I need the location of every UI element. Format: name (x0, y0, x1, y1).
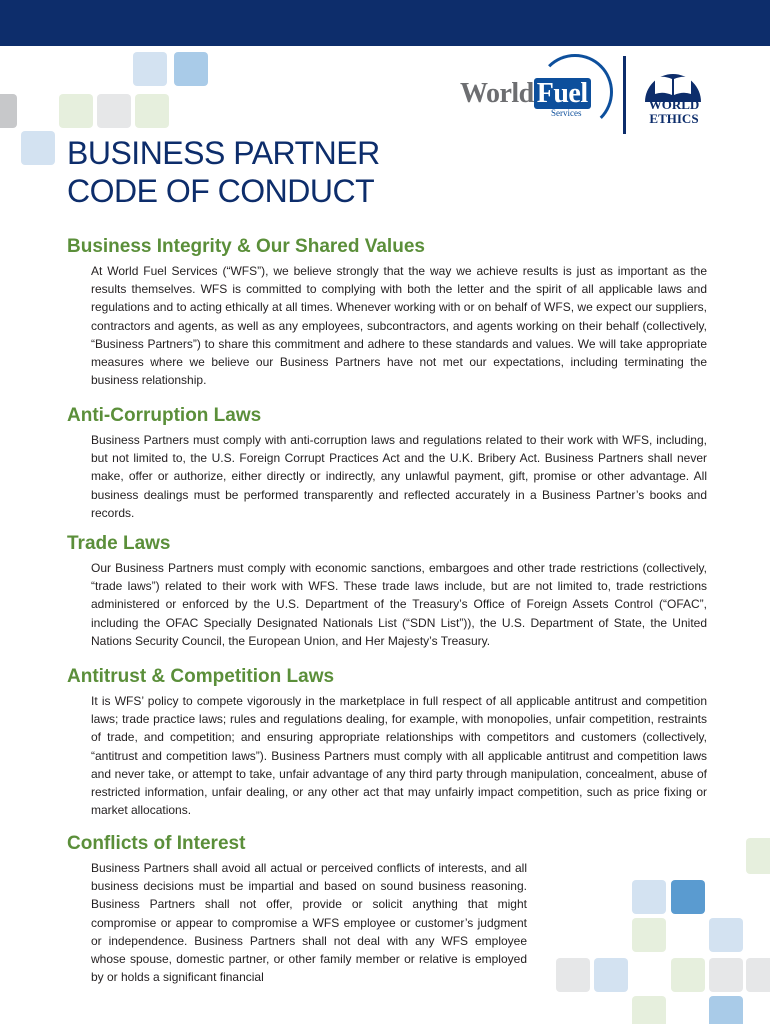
logo-world-text: World (460, 78, 534, 109)
logo-fuel-text: Fuel (534, 78, 591, 109)
section-heading: Business Integrity & Our Shared Values (67, 236, 425, 257)
section-trade-laws (67, 531, 707, 650)
section-body: At World Fuel Services (“WFS”), we believe strongly that the way we achieve results is just as important as the results themselves. WFS is committed to complying with both the letter and the spirit of all applicable laws and regulations and to acting ethically at all times. Whenever working with or on behalf of WFS, we expect our suppliers, contractors and agents, as well as any employees, subcontractors, and agents working on their behalf (collectively, “Business Partners”) to share this commitment and adhere to these standards and values. We will take appropriate measures where we believe our Business Partners have not met our expectations, including terminating the business relationship. (91, 264, 707, 388)
world-ethics-logo (631, 98, 717, 126)
page-title (67, 134, 380, 210)
title-line2: CODE OF CONDUCT (67, 173, 375, 209)
section-conflicts-of-interest (67, 831, 527, 986)
top-banner (0, 0, 770, 46)
world-fuel-logo (460, 78, 591, 110)
section-heading: Conflicts of Interest (67, 833, 246, 854)
logo-divider (623, 56, 626, 134)
title-line1: BUSINESS PARTNER (67, 135, 380, 171)
section-heading: Anti-Corruption Laws (67, 405, 262, 426)
ethics-line2: ETHICS (649, 111, 699, 126)
logo-area (455, 52, 755, 138)
section-heading: Antitrust & Competition Laws (67, 666, 335, 687)
section-body: Business Partners shall avoid all actual or perceived conflicts of interests, and all business decisions must be impartial and based on sound business reasoning. Business Partners shall not offer, provide or solicit anything that might compromise or appear to compromise a WFS employee or customer’s judgment or independence. Business Partners shall not deal with any WFS employee whose spouse, domestic partner, or other family member or relative is employed by or holds a significant financial (91, 861, 527, 985)
ethics-line1: WORLD (648, 97, 700, 112)
section-anti-corruption (67, 403, 707, 522)
section-business-integrity (67, 234, 707, 389)
section-body: Our Business Partners must comply with economic sanctions, embargoes and other trade restrictions (collectively, “trade laws”) related to their work with WFS. These trade laws include, but are not limited to, trade restrictions administered or enforced by the U.S. Department of the Treasury’s Office of Foreign Assets Control (“OFAC”, including the OFAC Specially Designated Nationals List (“SDN List”)), the U.S. Department of State, the United Nations Security Council, the European Union, and Her Majesty’s Treasury. (91, 561, 707, 648)
section-antitrust (67, 664, 707, 819)
section-body: It is WFS’ policy to compete vigorously in the marketplace in full respect of all applicable antitrust and competition laws; trade practice laws; rules and regulations dealing, for example, with monopolies, unfair competition, restraints of trade, and competition; and ensuring appropriate relationships with competitors and customers (collectively, “antitrust and competition laws”). Business Partners must comply with all applicable antitrust and competition laws and never take, or attempt to take, unfair advantage of any third party through manipulation, concealment, abuse of restricted information, unfair dealing, or any other act that may unfairly impact competition, such as price fixing or market allocations. (91, 694, 707, 818)
logo-services-text: Services (551, 108, 582, 118)
section-heading: Trade Laws (67, 533, 171, 554)
section-body: Business Partners must comply with anti-corruption laws and regulations related to their work with WFS, including, but not limited to, the U.S. Foreign Corrupt Practices Act and the U.K. Bribery Act. Business Partners shall never make, offer or authorize, either directly or indirectly, any unlawful payment, gift, promise or other advantage. All business dealings must be performed transparently and reflected accurately in a Business Partner’s books and records. (91, 433, 707, 520)
